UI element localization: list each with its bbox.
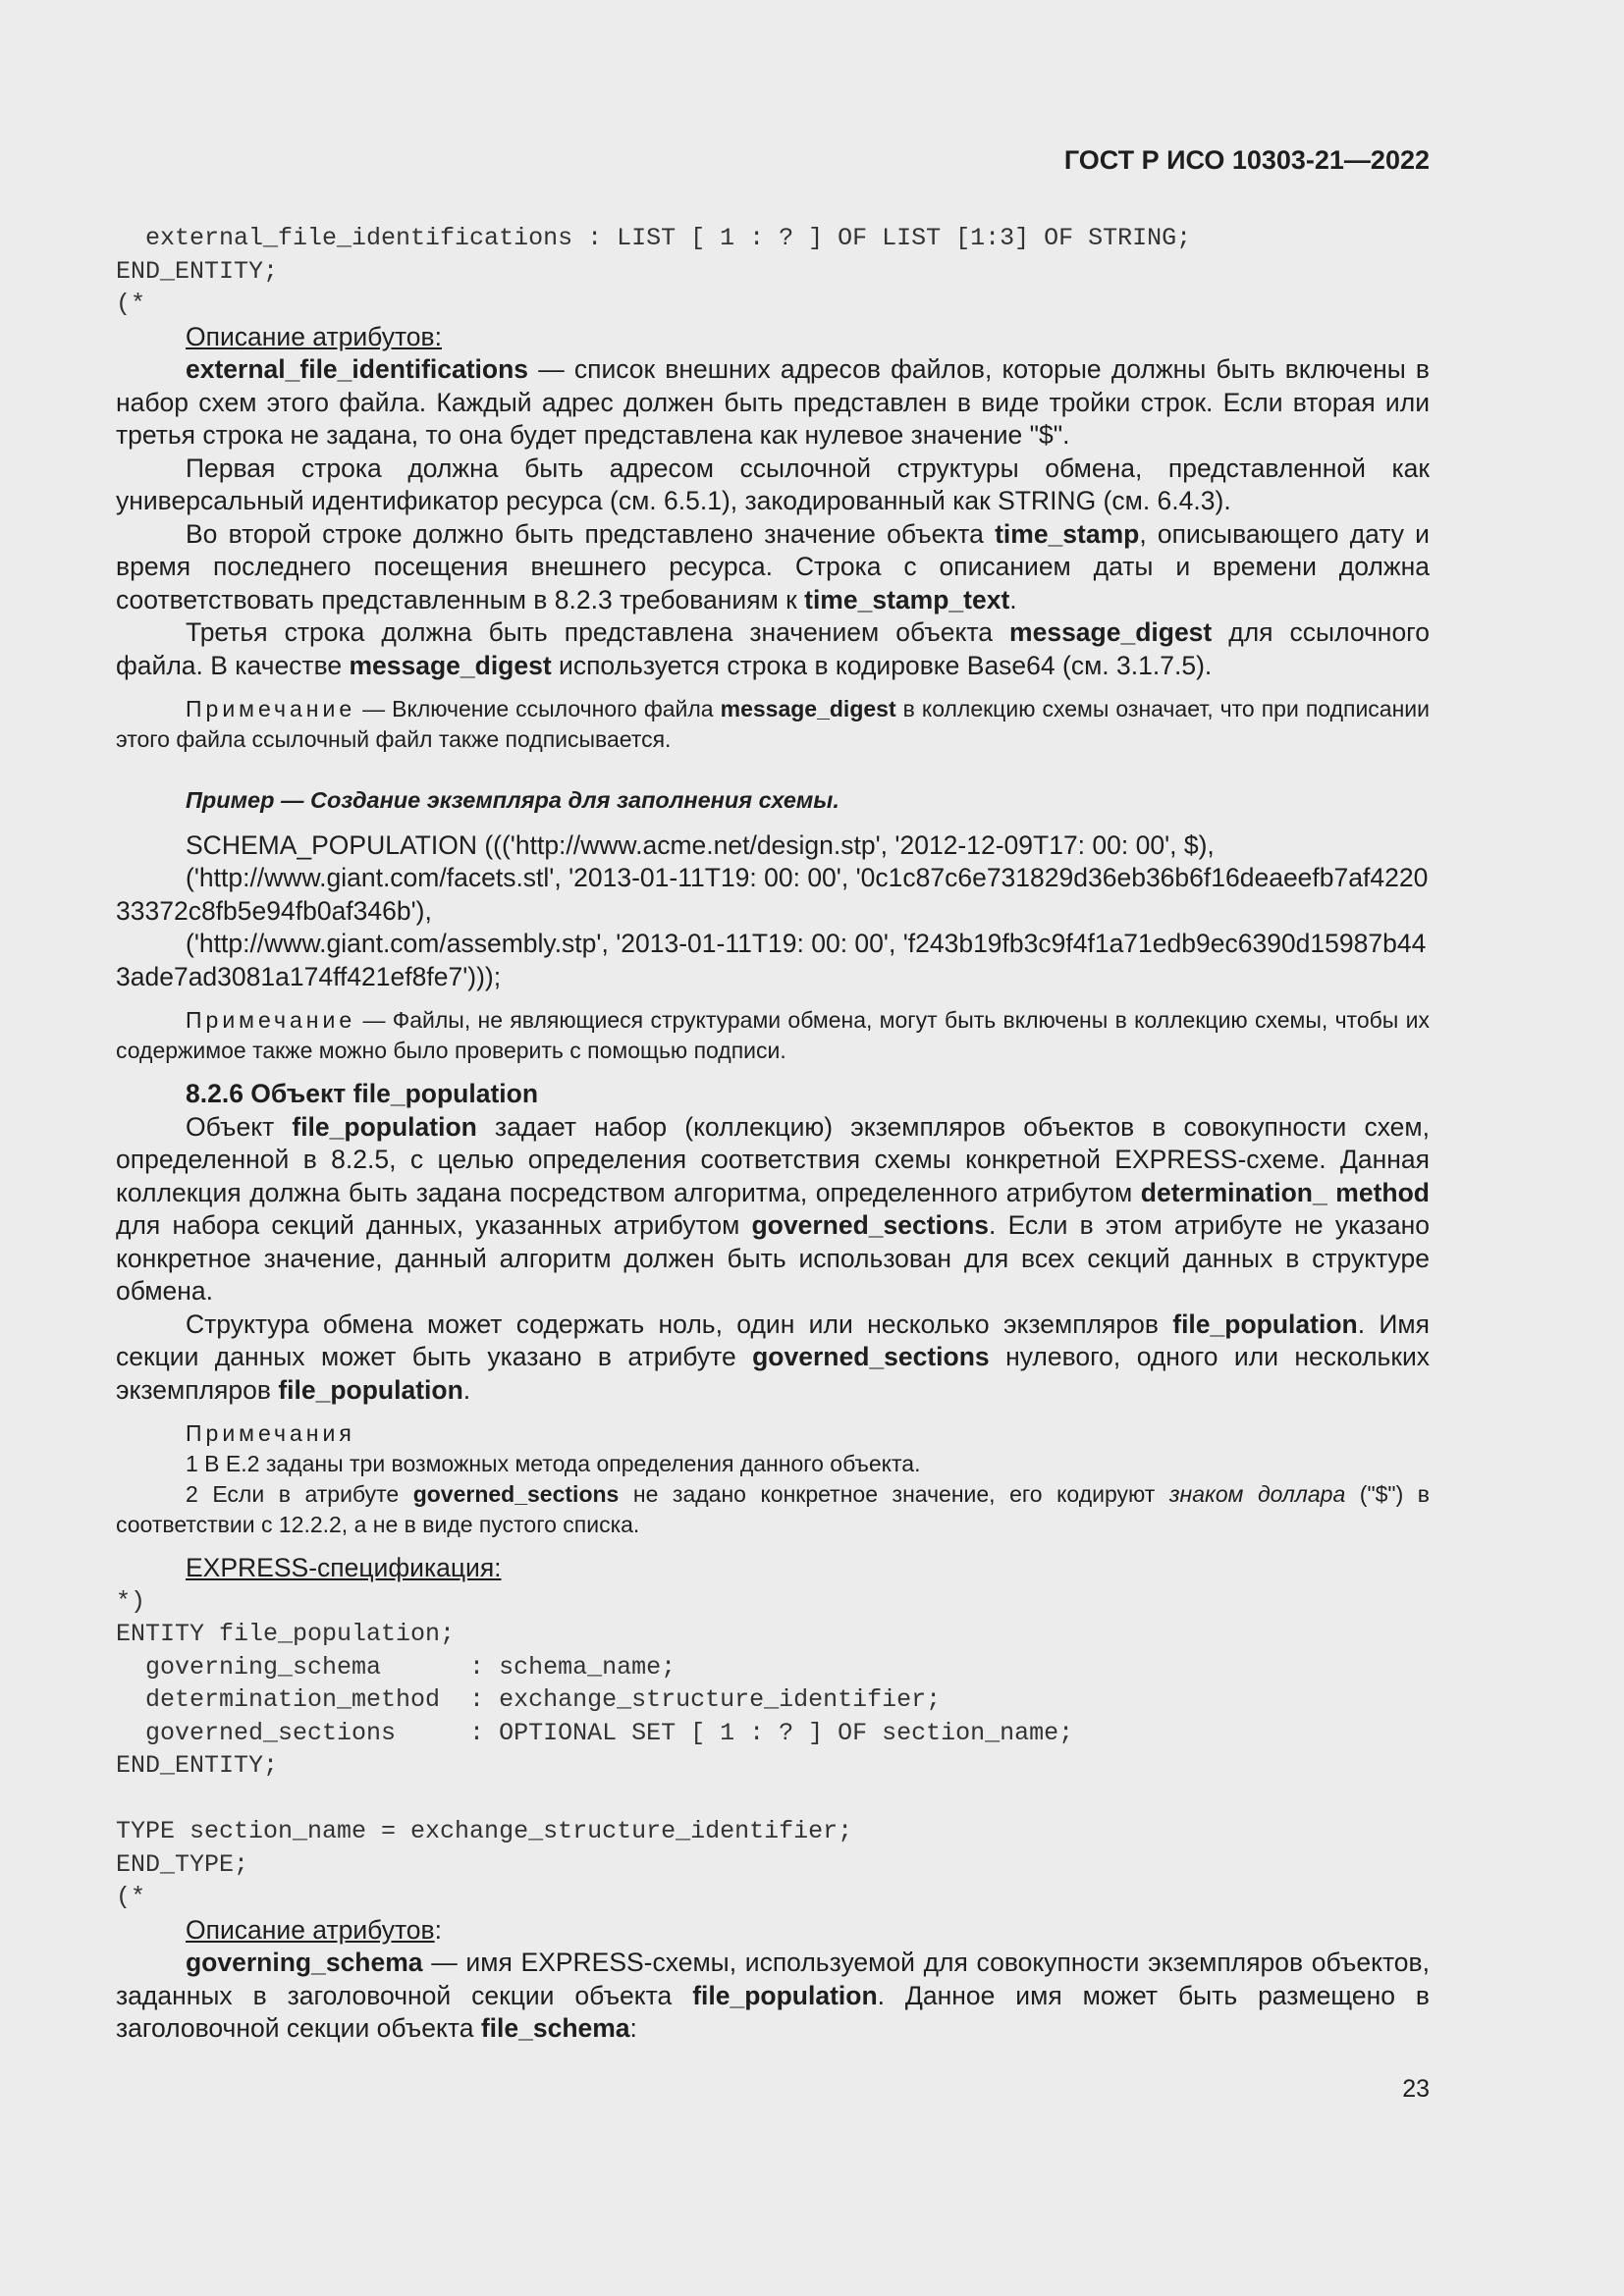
section-paragraph: Объект file_population задает набор (коллекцию) экземпляров объектов в совокупности схем, определенной в 8.2.5, с целью определения соответствия схемы конкретной EXPRESS-схеме. Данная коллекция должна быть задана посредством алгоритма, определенного атрибутом determination_ method для набора секций данных, указанных атрибутом governed_sections. Если в этом атрибуте не указано конкретное значение, данный алгоритм должен быть использован для всех секций данных в структуре обмена.: [116, 1111, 1430, 1306]
attr-paragraph: Первая строка должна быть адресом ссылочной структуры обмена, представленной как универсальный идентификатор ресурса (см. 6.5.1), закодированный как STRING (см. 6.4.3).: [116, 453, 1430, 515]
attr-paragraph: Во второй строке должно быть представлено значение объекта time_stamp, описывающего дату и время последнего посещения внешнего ресурса. Строка с описанием даты и времени должна соответствовать представленным в 8.2.3 требованиям к time_stamp_text.: [116, 518, 1430, 614]
code-line: END_ENTITY;: [116, 256, 279, 286]
code-line: TYPE section_name = exchange_structure_identifier;: [116, 1817, 853, 1845]
note: Примечание — Файлы, не являющиеся структурами обмена, могут быть включены в коллекцию схемы, чтобы их содержимое также можно было проверить с помощью подписи.: [116, 1007, 1430, 1063]
note-item: 2 Если в атрибуте governed_sections не задано конкретное значение, его кодируют знаком доллара ("$") в соответствии с 12.2.2, а не в виде пустого списка.: [116, 1481, 1430, 1537]
attr-paragraph: governing_schema — имя EXPRESS-схемы, используемой для совокупности экземпляров объектов, заданных в заголовочной секции объекта file_population. Данное имя может быть размещено в заголовочной секции объекта file_schema:: [116, 1948, 1430, 2043]
attr-paragraph: external_file_identifications — список внешних адресов файлов, которые должны быть включены в набор схем этого файла. Каждый адрес должен быть представлен в виде тройки строк. Если вторая или третья строка не задана, то она будет представлена как нулевое значение "$".: [116, 354, 1430, 450]
code-line: [116, 1783, 1430, 1816]
code-line: governed_sections : OPTIONAL SET [ 1 : ? ] OF section_name;: [116, 1718, 1074, 1747]
code-line: ENTITY file_population;: [116, 1620, 456, 1648]
code-line: external_file_identifications : LIST [ 1 : ? ] OF LIST [1:3] OF STRING;: [116, 224, 1192, 252]
example-line: ('http://www.giant.com/facets.stl', '2013-01-11T19: 00: 00', '0c1c87c6e731829d36eb36b6f16deaeefb7af422033372c8fb5e94fb0af346b'),: [116, 863, 1429, 926]
example-title: Пример — Создание экземпляра для заполнения схемы.: [186, 787, 839, 813]
note: Примечание — Включение ссылочного файла message_digest в коллекцию схемы означает, что при подписании этого файла ссылочный файл также подписывается.: [116, 696, 1430, 752]
attributes-heading: Описание атрибутов:: [186, 321, 442, 351]
code-line: *): [116, 1586, 146, 1616]
notes-label: Примечания: [186, 1420, 355, 1446]
attributes-heading: Описание атрибутов:: [186, 1914, 443, 1945]
page-number: 23: [1402, 2075, 1430, 2103]
example-line: ('http://www.giant.com/assembly.stp', '2013-01-11T19: 00: 00', 'f243b19fb3c9f4f1a71edb9ec6390d15987b443ade7ad3081a174ff421ef8fe7')));: [116, 929, 1427, 991]
section-paragraph: Структура обмена может содержать ноль, один или несколько экземпляров file_population. Имя секции данных может быть указано в атрибуте governed_sections нулевого, одного или нескольких экземпляров file_population.: [116, 1308, 1431, 1405]
code-line: END_TYPE;: [116, 1849, 249, 1879]
document-header: ГОСТ Р ИСО 10303-21—2022: [1063, 145, 1430, 175]
page-content: [116, 222, 1430, 2046]
code-line: END_ENTITY;: [116, 1751, 279, 1780]
note-item: 1 В Е.2 заданы три возможных метода определения данного объекта.: [186, 1451, 921, 1476]
attr-paragraph: Третья строка должна быть представлена значением объекта message_digest для ссылочного файла. В качестве message_digest используется строка в кодировке Base64 (см. 3.1.7.5).: [116, 617, 1431, 680]
example-line: SCHEMA_POPULATION ((('http://www.acme.net/design.stp', '2012-12-09T17: 00: 00', $),: [186, 829, 1215, 860]
code-line: (*: [116, 1883, 146, 1911]
express-heading: EXPRESS-спецификация:: [186, 1553, 502, 1582]
code-line: governing_schema : schema_name;: [116, 1652, 677, 1682]
section-heading: 8.2.6 Объект file_population: [186, 1079, 539, 1108]
code-line: determination_method : exchange_structure_identifier;: [116, 1685, 942, 1714]
code-line: (*: [116, 290, 146, 318]
